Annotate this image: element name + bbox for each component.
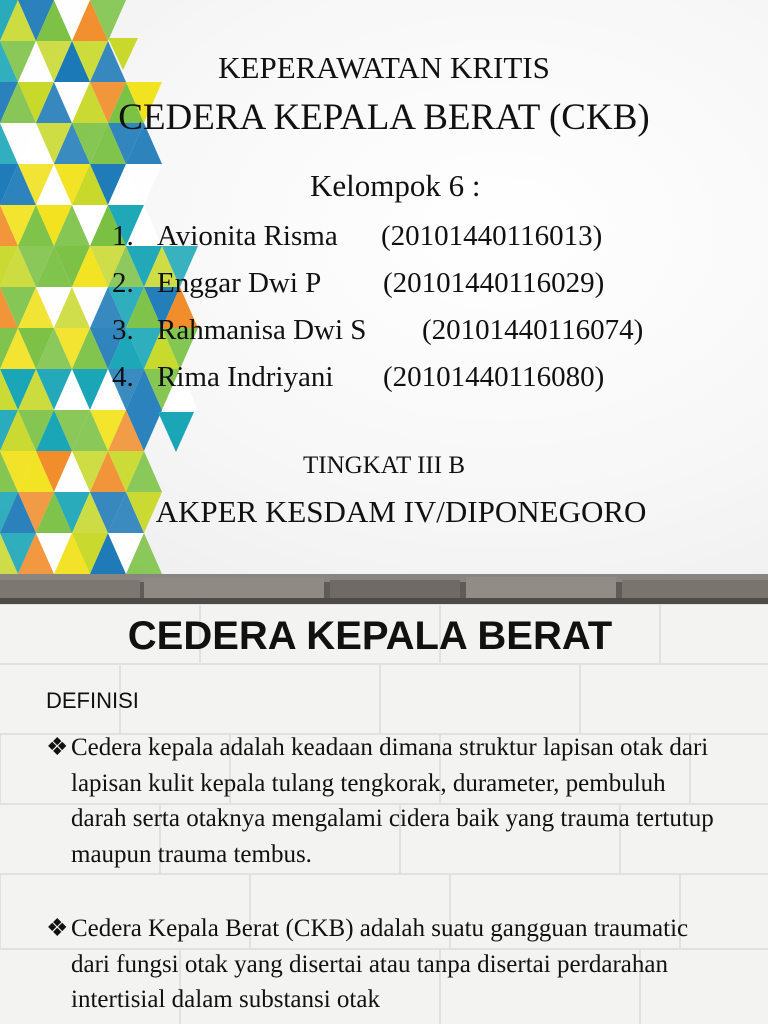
teal-triangle-accent: [158, 412, 194, 456]
bullet-item: [46, 911, 726, 1018]
member-name: Avionita Risma: [157, 220, 338, 252]
member-item: [112, 357, 605, 404]
diamond-bullet-icon: ❖: [46, 734, 69, 761]
bullet-text: Cedera kepala adalah keadaan dimana struktur lapisan otak dari lapisan kulit kepala tulang tengkorak, durameter, pembuluh darah serta otaknya mengalami cidera baik yang trauma tertutup maupun trauma tembus.: [71, 734, 714, 868]
stone-texture-divider: [0, 574, 768, 604]
slide-title: CEDERA KEPALA BERAT (CKB): [118, 97, 650, 138]
section-heading: DEFINISI: [46, 688, 139, 713]
bullet-item: [46, 730, 726, 872]
member-number: 3.: [112, 314, 134, 346]
slide-title: CEDERA KEPALA BERAT: [127, 614, 613, 658]
member-item: [112, 216, 603, 263]
member-number: 4.: [112, 361, 134, 393]
class-level: TINGKAT III B: [302, 452, 465, 479]
diamond-bullet-icon: ❖: [46, 915, 69, 942]
definition-slide: [0, 604, 768, 1024]
member-item: [112, 263, 605, 310]
member-number: 2.: [112, 267, 134, 299]
group-label: Kelompok 6 :: [310, 168, 481, 203]
bullet-text: Cedera Kepala Berat (CKB) adalah suatu gangguan traumatic dari fungsi otak yang disertai atau tanpa disertai perdarahan intertisial dalam substansi otak: [71, 915, 689, 1013]
member-nim: (20101440116029): [383, 267, 605, 299]
member-nim: (20101440116013): [381, 220, 603, 252]
member-item: [112, 310, 644, 357]
member-nim: (20101440116080): [383, 361, 605, 393]
member-name: Rahmanisa Dwi S: [157, 314, 367, 346]
member-list: [112, 216, 644, 404]
member-nim: (20101440116074): [422, 314, 644, 346]
institution-name: AKPER KESDAM IV/DIPONEGORO: [155, 494, 647, 529]
course-subtitle: KEPERAWATAN KRITIS: [218, 50, 550, 85]
member-name: Rima Indriyani: [157, 361, 334, 393]
member-number: 1.: [112, 220, 134, 252]
member-name: Enggar Dwi P: [157, 267, 322, 299]
